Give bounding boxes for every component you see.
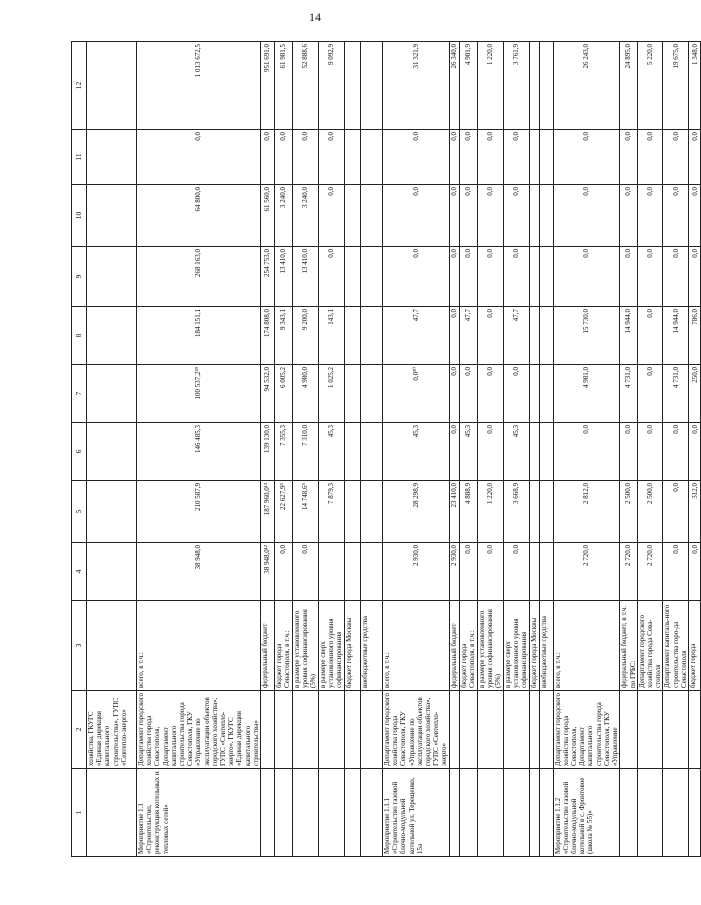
table-cell: 0,0 bbox=[637, 185, 663, 247]
col-header: 6 bbox=[72, 423, 87, 481]
table-cell: Департамент городского хозяйства города Севастополя, Департамент капитального строительства города Севастополя, ГКУ «Управление по эксплуатации объектов городского хозяйства», ГУПС «Севтепло-энерго», ГКУГС «Единая дирекция капитального строительства» bbox=[137, 691, 261, 769]
table-cell: 0,0 bbox=[319, 185, 345, 247]
table-cell bbox=[529, 423, 539, 481]
table-cell: 0,0 bbox=[620, 423, 637, 481]
table-cell: 14 944,0 bbox=[663, 307, 689, 365]
table-row bbox=[553, 42, 620, 857]
table-cell: 143,1 bbox=[319, 307, 345, 365]
table-row bbox=[319, 42, 345, 857]
table-cell: 0,0 bbox=[449, 365, 459, 423]
table-cell bbox=[539, 307, 553, 365]
table-cell: Департамент городского хозяйства города Севастополя, Департамент капитального строительства города Севастополя, ГКУ «Управление bbox=[553, 691, 620, 769]
table-cell: 0,0 bbox=[319, 130, 345, 185]
table-cell bbox=[87, 42, 137, 130]
table-cell: 31 321,9 bbox=[383, 42, 450, 130]
col-header: 3 bbox=[72, 601, 87, 691]
table-cell bbox=[275, 769, 293, 857]
table-cell: 0,0 bbox=[663, 481, 689, 543]
table-cell: 0,0 bbox=[637, 130, 663, 185]
table-cell bbox=[539, 42, 553, 130]
table-cell: 52 888,6 bbox=[293, 42, 319, 130]
table-cell bbox=[689, 769, 701, 857]
table-row bbox=[361, 42, 383, 857]
table-cell bbox=[449, 691, 459, 769]
table-cell bbox=[361, 365, 383, 423]
table-cell bbox=[529, 543, 539, 601]
table-cell bbox=[539, 247, 553, 307]
table-cell bbox=[361, 307, 383, 365]
table-cell bbox=[529, 481, 539, 543]
table-cell bbox=[361, 423, 383, 481]
table-cell bbox=[87, 130, 137, 185]
table-cell: Департамент городского хозяйства города Севастополя, ГКУ «Управление по эксплуатации объектов городского хозяйства», ГУПС «Севтепло-энерго» bbox=[383, 691, 450, 769]
table-row bbox=[449, 42, 459, 857]
table-cell bbox=[477, 769, 503, 857]
table-cell: 26 340,0 bbox=[449, 42, 459, 130]
table-cell: бюджет города Москвы bbox=[529, 601, 539, 691]
table-cell: 0,0 bbox=[663, 543, 689, 601]
table-cell: бюджет города bbox=[689, 601, 701, 691]
table-cell bbox=[345, 185, 361, 247]
table-cell: в размере сверх установленного уровня софинансирования bbox=[503, 601, 529, 691]
table-cell: 47,7 bbox=[459, 307, 477, 365]
table-row bbox=[87, 42, 137, 857]
table-cell: 0,0 bbox=[553, 247, 620, 307]
col-header: 8 bbox=[72, 307, 87, 365]
table-cell: 9 200,0 bbox=[293, 307, 319, 365]
table-cell: Мероприятие 1.1 «Строительство, реконструкция котельных и тепловых сетей» bbox=[137, 769, 261, 857]
table-cell bbox=[345, 481, 361, 543]
table-cell bbox=[637, 691, 663, 769]
table-cell: 0,0 bbox=[459, 130, 477, 185]
table-cell bbox=[663, 769, 689, 857]
table-cell bbox=[87, 481, 137, 543]
table-cell: 0,0 bbox=[459, 247, 477, 307]
table-cell: 0,0 bbox=[637, 423, 663, 481]
table-cell bbox=[319, 769, 345, 857]
table-cell: 2 500,0 bbox=[620, 481, 637, 543]
table-cell bbox=[529, 185, 539, 247]
table-cell bbox=[361, 769, 383, 857]
table-cell: 1 220,0 bbox=[477, 42, 503, 130]
table-cell: 2 720,0 bbox=[637, 543, 663, 601]
table-cell bbox=[87, 365, 137, 423]
table-row bbox=[477, 42, 503, 857]
table-cell bbox=[293, 691, 319, 769]
table-cell: 0,0 bbox=[477, 307, 503, 365]
table-cell: 100 537,2²⁹ bbox=[137, 365, 261, 423]
table-cell: в размере установленного уровня софинансирования (5%) bbox=[477, 601, 503, 691]
table-cell bbox=[87, 601, 137, 691]
table-cell: 0,0 bbox=[449, 247, 459, 307]
table-cell bbox=[539, 691, 553, 769]
table-cell: 0,0 bbox=[620, 130, 637, 185]
table-cell: 9 092,9 bbox=[319, 42, 345, 130]
table-cell bbox=[345, 691, 361, 769]
table-cell bbox=[620, 691, 637, 769]
table-cell: 0,0 bbox=[261, 130, 275, 185]
table-cell bbox=[539, 130, 553, 185]
table-cell bbox=[345, 423, 361, 481]
table-cell: 174 808,0 bbox=[261, 307, 275, 365]
table-cell bbox=[275, 691, 293, 769]
table-cell: 0,0 bbox=[449, 307, 459, 365]
table-cell: 0,0 bbox=[553, 423, 620, 481]
table-cell: 1 220,0 bbox=[477, 481, 503, 543]
table-cell: 187 960,0¹³ bbox=[261, 481, 275, 543]
table-row bbox=[459, 42, 477, 857]
table-cell bbox=[529, 691, 539, 769]
table-cell: 951 691,0 bbox=[261, 42, 275, 130]
table-cell: 2 720,0 bbox=[553, 543, 620, 601]
table-cell bbox=[319, 691, 345, 769]
table-cell bbox=[620, 769, 637, 857]
table-cell: 4 980,0 bbox=[293, 365, 319, 423]
table-cell: хозяйства, ГКУГС «Единая дирекция капитального строительства», ГУПС «Севтепло-энерго» bbox=[87, 691, 137, 769]
table-cell: 64 800,0 bbox=[137, 185, 261, 247]
table-cell: 45,3 bbox=[459, 423, 477, 481]
table-cell: 139 130,0 bbox=[261, 423, 275, 481]
table-cell: всего, в т.ч.: bbox=[383, 601, 450, 691]
table-cell: внебюджетные средства bbox=[361, 601, 383, 691]
table-row bbox=[539, 42, 553, 857]
table-cell: федеральный бюджет, в т.ч. по ГРБС: bbox=[620, 601, 637, 691]
table-cell: 0,0 bbox=[637, 307, 663, 365]
table-cell: 94 532,0 bbox=[261, 365, 275, 423]
col-header: 12 bbox=[72, 42, 87, 130]
table-cell bbox=[539, 769, 553, 857]
table-cell: 0,0 bbox=[449, 185, 459, 247]
table-cell: 2 930,0 bbox=[383, 543, 450, 601]
table-cell: 0,0 bbox=[477, 423, 503, 481]
page-number: 14 bbox=[309, 10, 321, 24]
financing-table bbox=[71, 41, 701, 857]
table-cell bbox=[87, 185, 137, 247]
table-cell: 61 981,5 bbox=[275, 42, 293, 130]
table-cell bbox=[345, 769, 361, 857]
table-cell: 146 485,3 bbox=[137, 423, 261, 481]
table-cell: 45,3 bbox=[319, 423, 345, 481]
col-header: 4 bbox=[72, 543, 87, 601]
table-cell: 3 668,9 bbox=[503, 481, 529, 543]
header-row bbox=[72, 42, 87, 857]
table-cell: Департамент городского хозяйства города Сева-стополя bbox=[637, 601, 663, 691]
table-cell: 14 944,0 bbox=[620, 307, 637, 365]
table-row bbox=[345, 42, 361, 857]
table-cell: 0,0 bbox=[477, 247, 503, 307]
table-cell: 0,0 bbox=[477, 130, 503, 185]
table-cell bbox=[503, 769, 529, 857]
table-cell bbox=[361, 42, 383, 130]
table-cell: 0,0 bbox=[293, 543, 319, 601]
table-cell bbox=[477, 691, 503, 769]
table-cell: 13 410,0 bbox=[275, 247, 293, 307]
col-header: 1 bbox=[72, 769, 87, 857]
table-cell: 2 930,0 bbox=[449, 543, 459, 601]
table-cell bbox=[87, 247, 137, 307]
col-header: 11 bbox=[72, 130, 87, 185]
table-cell: бюджет города Севастополя, в т.ч.: bbox=[275, 601, 293, 691]
table-cell: 0,0 bbox=[293, 130, 319, 185]
table-cell: 0,0 bbox=[503, 185, 529, 247]
col-header: 9 bbox=[72, 247, 87, 307]
table-cell: 0,0 bbox=[477, 365, 503, 423]
table-row bbox=[261, 42, 275, 857]
table-cell bbox=[539, 543, 553, 601]
table-cell: 0,0 bbox=[553, 130, 620, 185]
table-cell: 0,0 bbox=[319, 247, 345, 307]
table-cell: 3 240,0 bbox=[293, 185, 319, 247]
table-cell: 4 888,9 bbox=[459, 481, 477, 543]
table-cell: 0,0 bbox=[137, 130, 261, 185]
table-row bbox=[383, 42, 450, 857]
table-cell: 0,0 bbox=[620, 185, 637, 247]
table-cell: 0,0 bbox=[637, 365, 663, 423]
table-row bbox=[689, 42, 701, 857]
table-cell: 9 343,1 bbox=[275, 307, 293, 365]
table-cell bbox=[87, 769, 137, 857]
table-cell bbox=[459, 769, 477, 857]
table-cell: 0,0 bbox=[663, 423, 689, 481]
table-cell: Мероприятие 1.1.2 «Строительство газовой блочно-модульной котельной в с. Фронтовое (школа № 55)» bbox=[553, 769, 620, 857]
table-cell: внебюджетные средства bbox=[539, 601, 553, 691]
table-row bbox=[663, 42, 689, 857]
table-cell: 3 240,0 bbox=[275, 185, 293, 247]
col-header: 5 bbox=[72, 481, 87, 543]
table-cell: 0,0 bbox=[449, 130, 459, 185]
table-row bbox=[137, 42, 261, 857]
table-cell: бюджет города Севастополя, в т.ч.: bbox=[459, 601, 477, 691]
table-cell: 4 981,9 bbox=[459, 42, 477, 130]
table-cell: 0,0 bbox=[459, 185, 477, 247]
table-cell bbox=[87, 423, 137, 481]
table-cell: в размере установленного уровня софинансирования (5%) bbox=[293, 601, 319, 691]
table-cell bbox=[345, 42, 361, 130]
table-cell bbox=[87, 543, 137, 601]
table-row bbox=[529, 42, 539, 857]
rotated-table-wrapper bbox=[71, 42, 699, 857]
table-cell: 0,0 bbox=[503, 130, 529, 185]
table-cell bbox=[529, 247, 539, 307]
table-cell bbox=[529, 130, 539, 185]
table-row bbox=[293, 42, 319, 857]
table-cell: 47,7 bbox=[503, 307, 529, 365]
table-cell: 1 025,2 bbox=[319, 365, 345, 423]
table-cell: 0,0 bbox=[553, 185, 620, 247]
table-cell: 13 410,0 bbox=[293, 247, 319, 307]
table-cell: 0,0 bbox=[620, 247, 637, 307]
table-cell: 38 948,0¹² bbox=[261, 543, 275, 601]
table-cell: 0,0 bbox=[663, 247, 689, 307]
table-cell: 0,0 bbox=[459, 365, 477, 423]
table-cell: всего, в т.ч.: bbox=[137, 601, 261, 691]
table-cell bbox=[539, 423, 553, 481]
table-cell bbox=[539, 365, 553, 423]
table-cell: Мероприятие 1.1.1 «Строительство газовой блочно-модульной котельной ул. Терещенко, 15а bbox=[383, 769, 450, 857]
table-cell: 47,7 bbox=[383, 307, 450, 365]
table-cell bbox=[261, 691, 275, 769]
table-cell: 3 761,9 bbox=[503, 42, 529, 130]
table-cell: 0,0 bbox=[689, 543, 701, 601]
table-cell: 15 730,0 bbox=[553, 307, 620, 365]
table-cell bbox=[87, 307, 137, 365]
table-cell: 0,0 bbox=[689, 247, 701, 307]
table-cell: 250,0 bbox=[689, 365, 701, 423]
table-cell: 61 560,0 bbox=[261, 185, 275, 247]
table-row bbox=[620, 42, 637, 857]
table-cell: 184 151,1 bbox=[137, 307, 261, 365]
table-cell bbox=[637, 769, 663, 857]
table-cell bbox=[361, 691, 383, 769]
table-cell: 24 895,0 bbox=[620, 42, 637, 130]
table-cell: 0,0³⁰ bbox=[383, 365, 450, 423]
table-cell: 0,0 bbox=[663, 185, 689, 247]
table-cell: 26 243,0 bbox=[553, 42, 620, 130]
table-cell: 0,0 bbox=[275, 543, 293, 601]
table-cell: 4 731,0 bbox=[663, 365, 689, 423]
table-cell bbox=[345, 543, 361, 601]
table-cell: Департамент капиталь-ного строительства горо-да Севастополя bbox=[663, 601, 689, 691]
table-cell bbox=[345, 307, 361, 365]
table-cell bbox=[539, 185, 553, 247]
table-cell: 786,0 bbox=[689, 307, 701, 365]
table-cell: 38 948,0 bbox=[137, 543, 261, 601]
table-cell bbox=[361, 481, 383, 543]
table-cell bbox=[529, 365, 539, 423]
table-cell: 2 500,0 bbox=[637, 481, 663, 543]
table-cell: 0,0 bbox=[383, 247, 450, 307]
table-cell: 7 355,3 bbox=[275, 423, 293, 481]
table-cell: 210 587,9 bbox=[137, 481, 261, 543]
table-cell bbox=[361, 247, 383, 307]
table-cell bbox=[361, 185, 383, 247]
col-header: 2 bbox=[72, 691, 87, 769]
table-cell: 6 005,2 bbox=[275, 365, 293, 423]
table-cell: 2 720,0 bbox=[620, 543, 637, 601]
table-cell: 2 812,0 bbox=[553, 481, 620, 543]
table-cell bbox=[449, 769, 459, 857]
table-cell: 254 753,0 bbox=[261, 247, 275, 307]
table-cell bbox=[539, 481, 553, 543]
table-cell bbox=[361, 543, 383, 601]
table-cell: 23 410,0 bbox=[449, 481, 459, 543]
table-cell: 0,0 bbox=[689, 130, 701, 185]
table-cell bbox=[689, 691, 701, 769]
table-row bbox=[637, 42, 663, 857]
table-cell: 45,3 bbox=[383, 423, 450, 481]
table-cell bbox=[529, 307, 539, 365]
col-header: 7 bbox=[72, 365, 87, 423]
table-cell bbox=[663, 691, 689, 769]
table-cell: всего, в т.ч.: bbox=[553, 601, 620, 691]
table-cell: 0,0 bbox=[503, 247, 529, 307]
table-cell: федеральный бюджет bbox=[261, 601, 275, 691]
table-cell: 0,0 bbox=[459, 543, 477, 601]
table-cell: 0,0 bbox=[503, 365, 529, 423]
table-cell bbox=[345, 365, 361, 423]
table-cell: 1 348,0 bbox=[689, 42, 701, 130]
table-cell: 0,0 bbox=[383, 130, 450, 185]
table-cell: 7 879,3 bbox=[319, 481, 345, 543]
table-cell bbox=[319, 543, 345, 601]
table-cell bbox=[293, 769, 319, 857]
table-cell: 312,0 bbox=[689, 481, 701, 543]
table-cell: 4 981,0 bbox=[553, 365, 620, 423]
table-cell: 0,0 bbox=[663, 130, 689, 185]
table-cell: федеральный бюджет bbox=[449, 601, 459, 691]
table-cell: 5 220,0 bbox=[637, 42, 663, 130]
table-cell: 22 627,9⁵ bbox=[275, 481, 293, 543]
table-cell: 268 163,0 bbox=[137, 247, 261, 307]
table-cell: в размере сверх установленного уровня софинансирования bbox=[319, 601, 345, 691]
table-cell: 0,0 bbox=[637, 247, 663, 307]
table-cell: 28 298,9 bbox=[383, 481, 450, 543]
table-cell bbox=[503, 691, 529, 769]
table-cell: 0,0 bbox=[689, 423, 701, 481]
table-cell: 0,0 bbox=[503, 543, 529, 601]
col-header: 10 bbox=[72, 185, 87, 247]
table-cell bbox=[345, 130, 361, 185]
table-cell bbox=[529, 769, 539, 857]
table-row bbox=[503, 42, 529, 857]
table-cell bbox=[529, 42, 539, 130]
table-cell: 45,3 bbox=[503, 423, 529, 481]
table-cell: 0,0 bbox=[275, 130, 293, 185]
table-cell bbox=[459, 691, 477, 769]
table-cell: бюджет города Москвы bbox=[345, 601, 361, 691]
table-cell: 0,0 bbox=[383, 185, 450, 247]
table-cell: 0,0 bbox=[477, 185, 503, 247]
table-cell: 14 748,6⁵ bbox=[293, 481, 319, 543]
table-cell: 7 310,0 bbox=[293, 423, 319, 481]
table-cell bbox=[345, 247, 361, 307]
table-row bbox=[275, 42, 293, 857]
table-cell bbox=[261, 769, 275, 857]
table-cell: 0,0 bbox=[477, 543, 503, 601]
table-cell: 19 675,0 bbox=[663, 42, 689, 130]
table-cell: 0,0 bbox=[449, 423, 459, 481]
table-cell bbox=[361, 130, 383, 185]
table-cell: 4 731,0 bbox=[620, 365, 637, 423]
table-cell: 0,0 bbox=[689, 185, 701, 247]
table-cell: 1 013 672,5 bbox=[137, 42, 261, 130]
